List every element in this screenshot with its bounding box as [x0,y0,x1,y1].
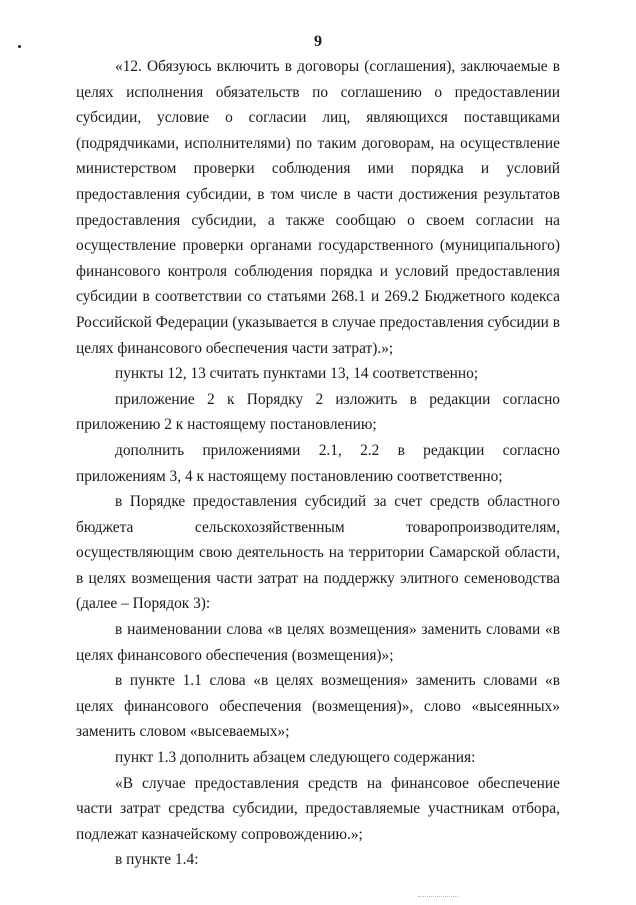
paragraph-appendix-2-1: дополнить приложениями 2.1, 2.2 в редакции согласно приложениям 3, 4 к настоящему постановлению соответственно; [76,441,560,485]
document-body [76,54,560,873]
paragraph-clause-12: «12. Обязуюсь включить в договоры (соглашения), заключаемые в целях исполнения обязательств по соглашению о предоставлении субсидии, условие о согласии лиц, являющихся поставщиками (подрядчиками, исполнителями) по таким договорам, на осуществление министерством проверки соблюдения ими порядка и условий предоставления субсидии, в том числе в части достижения результатов предоставления субсидии, а также сообщаю о своем согласии на осуществление проверки органами государственного (муниципального) финансового контроля соблюдения порядка и условий предоставления субсидии в соответствии со статьями 268.1 и 269.2 Бюджетного кодекса Российской Федерации (указывается в случае предоставления субсидии в целях финансового обеспечения части затрат).»; [76,58,560,357]
paragraph-appendix-2: приложение 2 к Порядку 2 изложить в редакции согласно приложению 2 к настоящему постановлению; [76,390,560,434]
paragraph-point-1-3: пункт 1.3 дополнить абзацем следующего содержания: [115,749,476,767]
paragraph-point-1-1: в пункте 1.1 слова «в целях возмещения» заменить словами «в целях финансового обеспечения (возмещения)», слово «высеянных» заменить словом «высеваемых»; [76,672,560,741]
paragraph-renumber: пункты 12, 13 считать пунктами 13, 14 соответственно; [115,365,479,383]
paragraph-treasury-support: «В случае предоставления средств на финансовое обеспечение части затрат средства субсидии, предоставляемые участникам отбора, подлежат казначейскому сопровождению.»; [76,774,560,843]
paragraph-title-change: в наименовании слова «в целях возмещения» заменить словами «в целях финансового обеспечения (возмещения)»; [76,621,560,664]
page-number: 9 [314,33,322,50]
scan-artifact [418,896,458,899]
paragraph-point-1-4: в пункте 1.4: [115,851,199,869]
paragraph-procedure-3: в Порядке предоставления субсидий за счет средств областного бюджета сельскохозяйственным товаропроизводителям, осуществляющим свою деятельность на территории Самарской области, в целях возмещения части затрат на поддержку элитного семеноводства (далее – Порядок 3): [76,493,560,613]
